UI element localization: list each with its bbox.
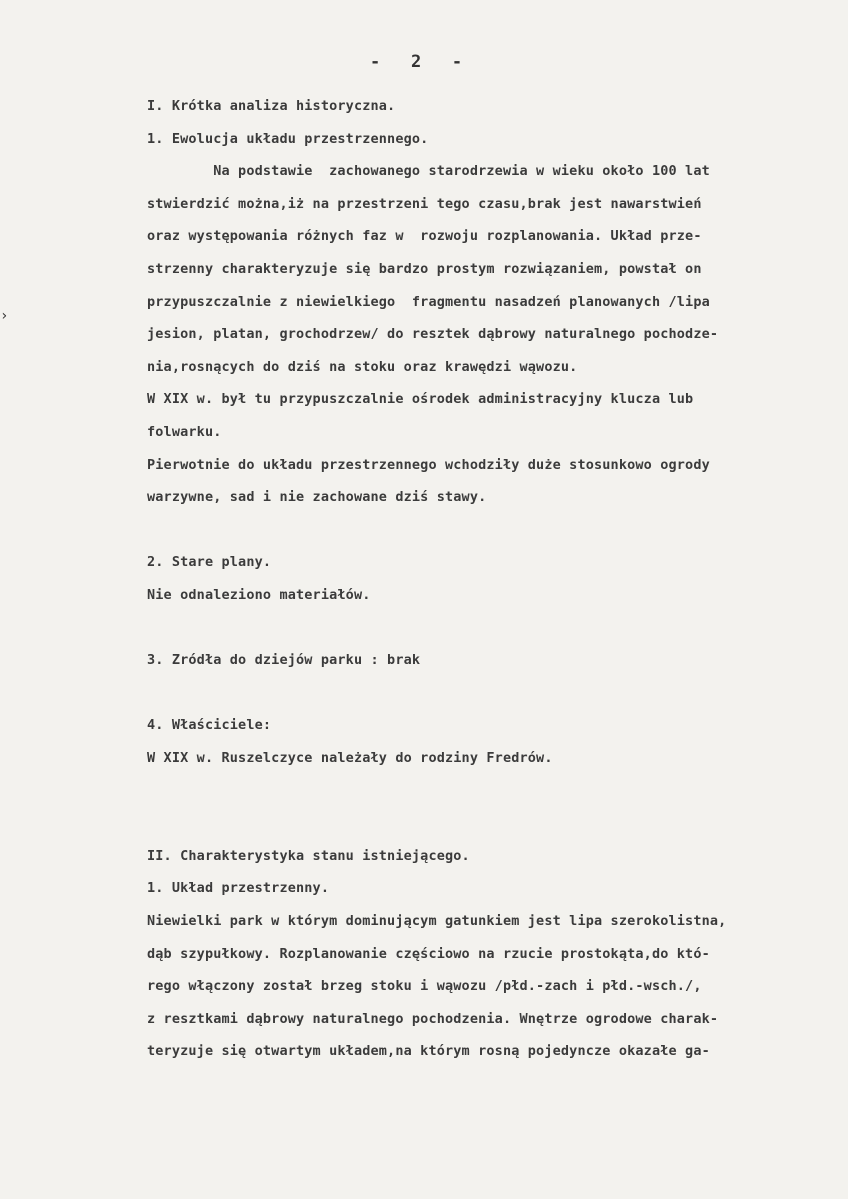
text-line: teryzuje się otwartym układem,na którym rosną pojedyncze okazałe ga-: [147, 1043, 710, 1060]
text-line: folwarku.: [147, 424, 222, 440]
text-line: stwierdzić można,iż na przestrzeni tego czasu,brak jest nawarstwień: [147, 195, 702, 212]
text-line: 1. Ewolucja układu przestrzennego.: [147, 130, 429, 147]
text-line: W XIX w. Ruszelczyce należały do rodziny Fredrów.: [147, 750, 553, 766]
text-line: przypuszczalnie z niewielkiego fragmentu nasadzeń planowanych /lipa: [147, 293, 710, 310]
text-line: z resztkami dąbrowy naturalnego pochodzenia. Wnętrze ogrodowe charak-: [147, 1010, 719, 1027]
text-line: Pierwotnie do układu przestrzennego wchodziły duże stosunkowo ogrody: [147, 456, 710, 473]
text-line: 4. Właściciele:: [147, 717, 272, 734]
page-number: - 2 -: [370, 52, 463, 72]
text-line: I. Krótka analiza historyczna.: [147, 98, 396, 114]
text-line: Na podstawie zachowanego starodrzewia w wieku około 100 lat: [147, 163, 710, 180]
text-line: II. Charakterystyka stanu istniejącego.: [147, 847, 470, 864]
margin-mark: ›: [0, 308, 9, 324]
text-line: 1. Układ przestrzenny.: [147, 880, 330, 897]
text-line: 2. Stare plany.: [147, 554, 272, 571]
text-line: jesion, platan, grochodrzew/ do resztek dąbrowy naturalnego pochodze-: [147, 326, 719, 343]
text-line: 3. Zródła do dziejów parku : brak: [147, 652, 421, 669]
text-line: rego włączony został brzeg stoku i wąwozu /płd.-zach i płd.-wsch./,: [147, 978, 702, 995]
text-line: Niewielki park w którym dominującym gatunkiem jest lipa szerokolistna,: [147, 913, 727, 929]
text-line: W XIX w. był tu przypuszczalnie ośrodek administracyjny klucza lub: [147, 391, 694, 408]
text-line: warzywne, sad i nie zachowane dziś stawy.: [147, 489, 487, 506]
text-line: Nie odnaleziono materiałów.: [147, 587, 371, 603]
text-line: strzenny charakteryzuje się bardzo prostym rozwiązaniem, powstał on: [147, 261, 702, 277]
text-line: nia,rosnących do dziś na stoku oraz krawędzi wąwozu.: [147, 358, 578, 375]
text-line: oraz występowania różnych faz w rozwoju rozplanowania. Układ prze-: [147, 228, 702, 245]
text-line: dąb szypułkowy. Rozplanowanie częściowo na rzucie prostokąta,do któ-: [147, 945, 710, 962]
